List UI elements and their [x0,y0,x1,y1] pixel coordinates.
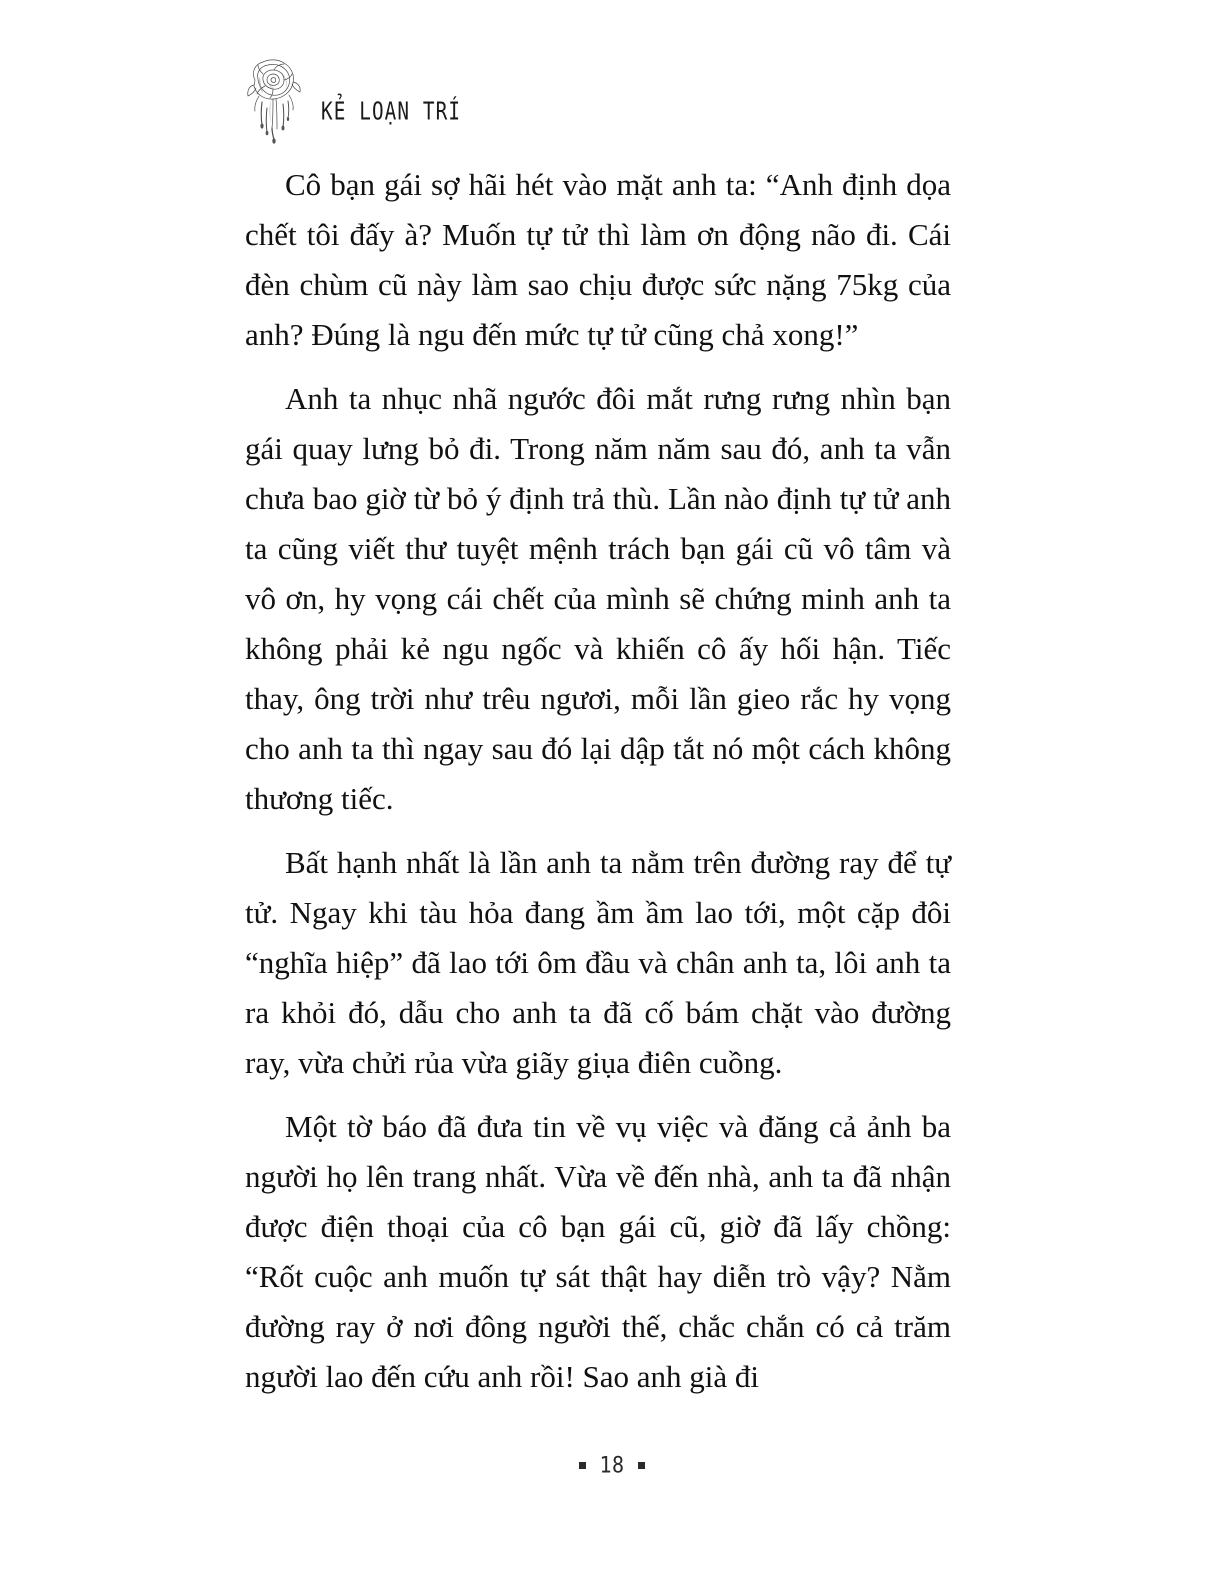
paragraph: Anh ta nhục nhã ngước đôi mắt rưng rưng nhìn bạn gái quay lưng bỏ đi. Trong năm năm sau đó, anh ta vẫn chưa bao giờ từ bỏ ý định trả thù. Lần nào định tự tử anh ta cũng viết thư tuyệt mệnh trách bạn gái cũ vô tâm và vô ơn, hy vọng cái chết của mình sẽ chứng minh anh ta không phải kẻ ngu ngốc và khiến cô ấy hối hận. Tiếc thay, ông trời như trêu ngươi, mỗi lần gieo rắc hy vọng cho anh ta thì ngay sau đó lại dập tắt nó một cách không thương tiếc. [245,381,951,816]
paragraph: Một tờ báo đã đưa tin về vụ việc và đăng cả ảnh ba người họ lên trang nhất. Vừa về đến nhà, anh ta đã nhận được điện thoại của cô bạn gái cũ, giờ đã lấy chồng: “Rốt cuộc anh muốn tự sát thật hay diễn trò vậy? Nằm đường ray ở nơi đông người thế, chắc chắn có cả trăm người lao đến cứu anh rồi! Sao anh già đi [245,1109,951,1394]
page-footer [0,1451,1224,1479]
body-text-column [245,160,951,1402]
paragraph: Cô bạn gái sợ hãi hét vào mặt anh ta: “Anh định dọa chết tôi đấy à? Muốn tự tử thì làm ơn động não đi. Cái đèn chùm cũ này làm sao chịu được sức nặng 75kg của anh? Đúng là ngu đến mức tự tử cũng chả xong!” [245,167,951,352]
rose-sketch-icon [245,52,303,144]
square-bullet-icon-right [638,1462,645,1469]
square-bullet-icon-left [579,1462,586,1469]
book-title: KẺ LOẠN TRÍ [321,96,462,126]
paragraph: Bất hạnh nhất là lần anh ta nằm trên đường ray để tự tử. Ngay khi tàu hỏa đang ầm ầm lao tới, một cặp đôi “nghĩa hiệp” đã lao tới ôm đầu và chân anh ta, lôi anh ta ra khỏi đó, dẫu cho anh ta đã cố bám chặt vào đường ray, vừa chửi rủa vừa giãy giụa điên cuồng. [245,845,951,1080]
page-number: 18 [599,1451,625,1479]
running-head [245,52,473,144]
